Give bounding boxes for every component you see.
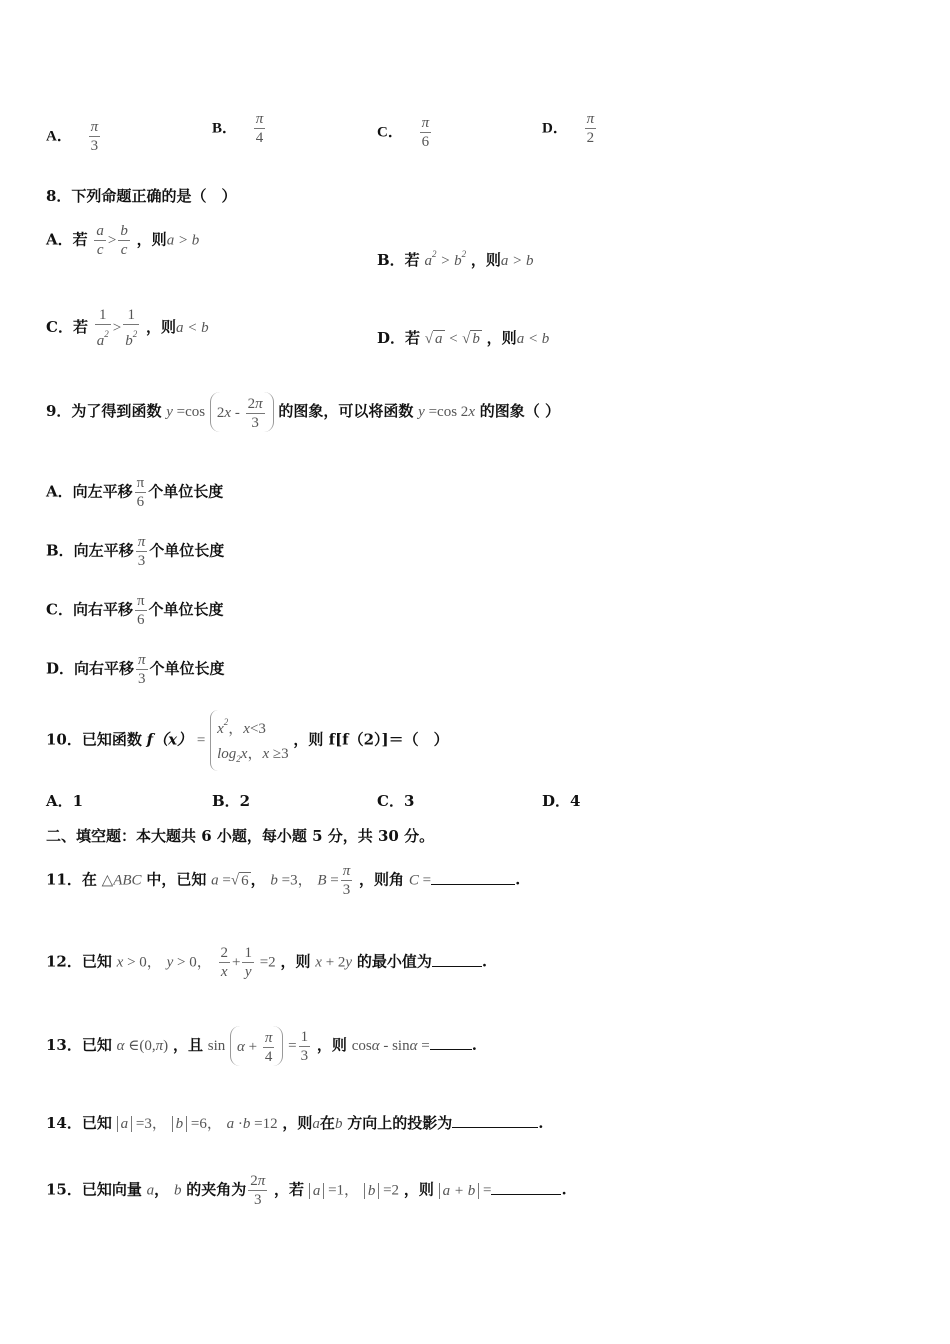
fraction: $\frac{\pi}{6}$ <box>136 593 145 628</box>
q8-option-b[interactable]: B．若 $a^2 > b^2$ ，则a > b <box>377 249 534 269</box>
q7-option-d[interactable]: D． $\frac{\pi}{2}$ <box>542 111 595 146</box>
q7-option-c[interactable]: C． $\frac{\pi}{6}$ <box>377 115 430 150</box>
q13-stem: 13．已知 α ∈(0,π) ，且 sin α + $\frac{\pi}{4}$ = $\frac{1}{3}$ ，则 cosα - sinα = . <box>46 1026 477 1066</box>
fraction: $\frac{1}{y}$ <box>244 945 252 980</box>
q7-option-b[interactable]: B． $\frac{\pi}{4}$ <box>212 111 264 146</box>
q9-option-a[interactable]: A．向左平移 $\frac{\pi}{6}$ 个单位长度 <box>46 475 224 510</box>
fraction: $\frac{\pi}{4}$ <box>264 1029 273 1065</box>
fraction: $\frac{\pi}{3}$ <box>137 534 146 569</box>
fraction: $\frac{\pi}{2}$ <box>586 111 595 146</box>
q14-stem: 14．已知 a =3， b =6， a ·b =12 ，则a在b 方向上的投影为 . <box>46 1114 544 1132</box>
fraction: $\frac{b}{c}$ <box>120 223 128 258</box>
q8-stem: 8．下列命题正确的是（ ） <box>46 187 237 205</box>
q10-option-d[interactable]: D．4 <box>542 792 581 810</box>
fraction: $\frac{\pi}{6}$ <box>136 475 145 510</box>
q11-stem: 11．在 △ABC 中，已知 a =√ 6 ， b =3， B = $\frac{\pi}{3}$ ，则角 C = . <box>46 863 521 898</box>
fraction: $\frac{2\pi}{3}$ <box>250 1173 266 1208</box>
q8-option-c[interactable]: C．若 $\frac{1}{a^2}$ > $\frac{1}{b^2}$ ，则a < b <box>46 307 209 349</box>
q10-option-b[interactable]: B．2 <box>212 792 251 810</box>
parenthesis-group: 2x - $\frac{2\pi}{3}$ <box>210 392 274 432</box>
answer-blank[interactable] <box>432 952 482 967</box>
fraction: $\frac{\pi}{3}$ <box>342 863 351 898</box>
piecewise-function: $x^2$，x<3 $\log_2x$，x ≥3 <box>210 710 289 771</box>
answer-blank[interactable] <box>491 1180 561 1195</box>
answer-blank[interactable] <box>430 1035 472 1050</box>
q8-option-a[interactable]: A．若 $\frac{a}{c}$ > $\frac{b}{c}$ ，则a > b <box>46 223 200 258</box>
section-heading: 二、填空题：本大题共 6 小题，每小题 5 分，共 30 分。 <box>46 827 435 845</box>
q15-stem: 15．已知向量 a， b 的夹角为 $\frac{2\pi}{3}$ ，若 a =1， b =2 ，则 a + b = . <box>46 1173 567 1208</box>
q9-stem: 9．为了得到函数 y =cos 2x - $\frac{2\pi}{3}$ 的图象，可以将函数 y =cos 2x 的图象（ ） <box>46 392 560 432</box>
q7-option-a[interactable]: A． $\frac{\pi}{3}$ <box>46 119 99 154</box>
fraction: $\frac{1}{b^2}$ <box>125 307 138 349</box>
q9-option-b[interactable]: B．向左平移 $\frac{\pi}{3}$ 个单位长度 <box>46 534 225 569</box>
q9-option-d[interactable]: D．向右平移 $\frac{\pi}{3}$ 个单位长度 <box>46 652 225 687</box>
fraction: $\frac{\pi}{3}$ <box>138 652 146 687</box>
fraction: $\frac{2\pi}{3}$ <box>247 395 263 431</box>
answer-blank[interactable] <box>452 1113 538 1128</box>
fraction: $\frac{\pi}{3}$ <box>90 119 99 154</box>
fraction: $\frac{1}{a^2}$ <box>96 307 109 349</box>
q10-stem: 10．已知函数 $f(x) = x^2$，x<3 $\log_2x$，x ≥3 ，则 f[f（2）]＝（ ） <box>46 710 449 771</box>
fraction: $\frac{2}{x}$ <box>220 945 228 980</box>
fraction: $\frac{\pi}{6}$ <box>421 115 430 150</box>
answer-blank[interactable] <box>431 870 515 885</box>
q7-options <box>46 110 906 154</box>
fraction: $\frac{1}{3}$ <box>300 1028 309 1064</box>
q10-option-a[interactable]: A．1 <box>46 792 84 810</box>
q8-option-d[interactable]: D．若 √ a < √ b ，则a < b <box>377 329 550 347</box>
parenthesis-group: α + $\frac{\pi}{4}$ <box>230 1026 283 1066</box>
q12-stem: 12．已知 x > 0， y > 0， $\frac{2}{x}$ + $\frac{1}{y}$ =2 ，则 x + 2y 的最小值为 . <box>46 945 488 980</box>
q10-option-c[interactable]: C．3 <box>377 792 415 810</box>
fraction: $\frac{a}{c}$ <box>96 223 104 258</box>
q9-option-c[interactable]: C．向右平移 $\frac{\pi}{6}$ 个单位长度 <box>46 593 224 628</box>
fraction: $\frac{\pi}{4}$ <box>255 111 264 146</box>
